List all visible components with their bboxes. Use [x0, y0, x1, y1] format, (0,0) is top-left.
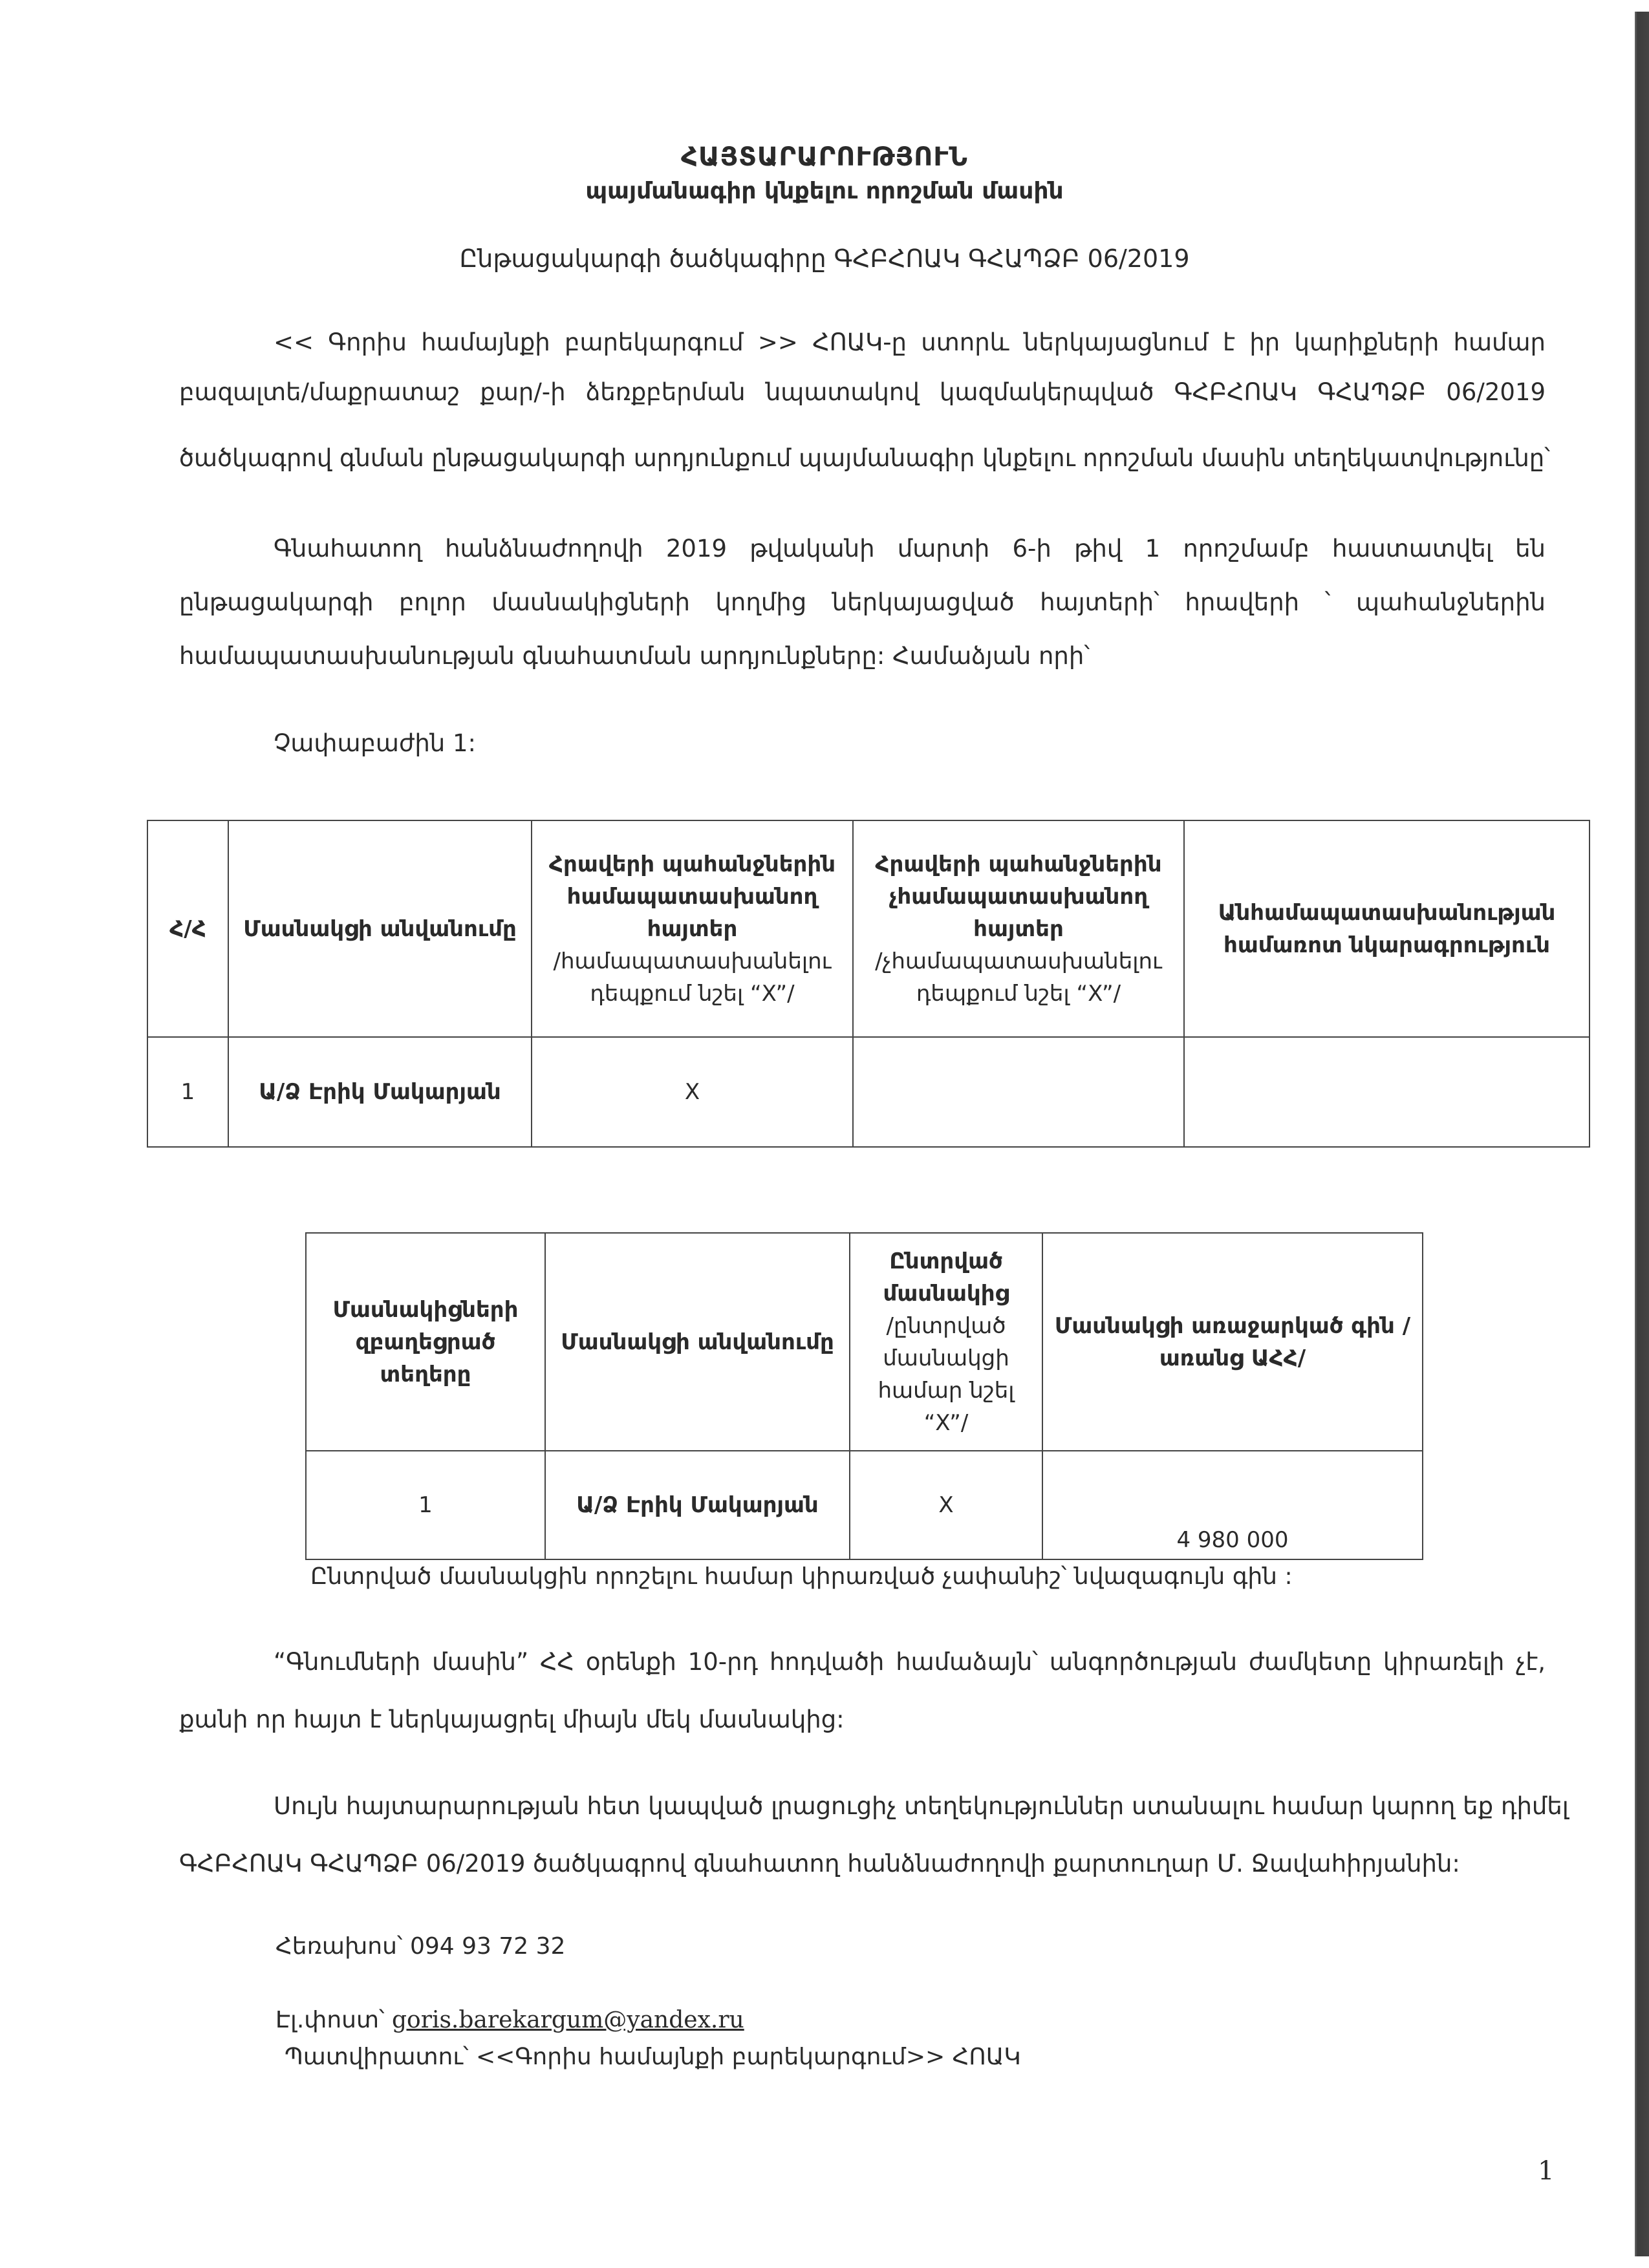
evaluation-line-1: Գնահատող հանձնաժողովի 2019 թվականի մարտի 6-ի թիվ 1 որոշմամբ հաստատվել են: [274, 535, 1546, 562]
header-participant-name: Մասնակցի անվանումը: [228, 820, 532, 1037]
header-noncompliant-bids: Հրավերի պահանջներին չհամապատասխանող հայտեր /չհամապատասխանելու դեպքում նշել “X”/: [853, 820, 1184, 1037]
procurement-code-line: Ընթացակարգի ծածկագիրը ԳՀԲՀՈԱԿ ԳՀԱՊՁԲ 06/2019: [459, 244, 1190, 273]
phone-line: [275, 1933, 565, 1960]
page-number: 1: [1538, 2156, 1555, 2186]
noncompliant-mark: [853, 1037, 1184, 1147]
ranking-table-header: [306, 1233, 1423, 1451]
selection-criterion: Ընտրված մասնակցին որոշելու համար կիրառված չափանիշ՝ նվազագույն գին :: [310, 1563, 1293, 1590]
phone-label: Հեռախոս՝: [275, 1933, 403, 1960]
scanner-edge: [1635, 12, 1649, 2256]
compliant-mark: X: [532, 1037, 853, 1147]
header-noncompliance-description: Անհամապատասխանության համառոտ նկարագրություն: [1184, 820, 1590, 1037]
document-subtitle: պայմանագիր կնքելու որոշման մասին: [585, 178, 1064, 204]
standstill-line-1: “Գնումների մասին” ՀՀ օրենքի 10-րդ հոդվածի համաձայն՝ անգործության ժամկետը կիրառելի չէ,: [274, 1648, 1546, 1676]
selected-mark: X: [850, 1451, 1042, 1559]
client-name: <<Գորիս համայնքի բարեկարգում>> ՀՈԱԿ: [475, 2044, 1021, 2070]
evaluation-line-3: համապատասխանության գնահատման արդյունքները: Համաձյան որի՝: [179, 642, 1090, 670]
email-link[interactable]: goris.barekargum@yandex.ru: [392, 2007, 744, 2033]
ranking-table: [305, 1232, 1423, 1560]
intro-line-2: բազալտե/մաքրատաշ քար/-ի ձեռքբերման նպատակով կազմակերպված ԳՀԲՀՈԱԿ ԳՀԱՊՁԲ 06/2019: [179, 378, 1546, 406]
header-compliant-bids: Հրավերի պահանջներին համապատասխանող հայտեր /համապատասխանելու դեպքում նշել “X”/: [532, 820, 853, 1037]
email-line: [275, 2007, 744, 2033]
table-row: [306, 1451, 1423, 1559]
header-participant-name: Մասնակցի անվանումը: [545, 1233, 850, 1451]
place: 1: [306, 1451, 545, 1559]
row-number: 1: [147, 1037, 228, 1147]
intro-line-3: ծածկագրով գնման ընթացակարգի արդյունքում պայմանագիր կնքելու որոշման մասին տեղեկատվությունը՝: [179, 444, 1551, 472]
document-title: ՀԱՅՏԱՐԱՐՈՒԹՅՈՒՆ: [680, 142, 969, 172]
client-line: [285, 2044, 1021, 2070]
compliance-table: [147, 820, 1590, 1148]
evaluation-line-2: ընթացակարգի բոլոր մասնակիցների կողմից ներկայացված հայտերի՝ հրավերի ՝ պահանջներին: [179, 588, 1546, 616]
email-label: Էլ.փոստ՝: [275, 2007, 385, 2033]
compliance-table-header: [147, 820, 1590, 1037]
offered-price: 4 980 000: [1042, 1451, 1423, 1559]
participant-name: Ա/Ձ Էրիկ Մակարյան: [228, 1037, 532, 1147]
contact-info-line-2: ԳՀԲՀՈԱԿ ԳՀԱՊՁԲ 06/2019 ծածկագրով գնահատող հանձնաժողովի քարտուղար Մ. Ջավահիրյանին:: [179, 1850, 1460, 1878]
client-label: Պատվիրատու՝: [285, 2044, 469, 2070]
contact-info-line-1: Սույն հայտարարության հետ կապված լրացուցիչ տեղեկություններ ստանալու համար կարող եք դիմել: [274, 1792, 1569, 1820]
header-place: Մասնակիցների զբաղեցրած տեղերը: [306, 1233, 545, 1451]
phone-number: 094 93 72 32: [409, 1933, 566, 1960]
intro-line-1: << Գորիս համայնքի բարեկարգում >> ՀՈԱԿ-ը ստորև ներկայացնում է իր կարիքների համար: [274, 328, 1546, 356]
header-offered-price: Մասնակցի առաջարկած գին /առանց ԱՀՀ/: [1042, 1233, 1423, 1451]
lot-label: Չափաբաժին 1:: [274, 729, 476, 757]
participant-name: Ա/Ձ Էրիկ Մակարյան: [545, 1451, 850, 1559]
header-row-number: Հ/Հ: [147, 820, 228, 1037]
standstill-line-2: քանի որ հայտ է ներկայացրել միայն մեկ մասնակից:: [179, 1706, 845, 1733]
noncompliance-description: [1184, 1037, 1590, 1147]
table-row: [147, 1037, 1590, 1147]
header-selected-participant: Ընտրված մասնակից /ընտրված մասնակցի համար նշել “X”/: [850, 1233, 1042, 1451]
